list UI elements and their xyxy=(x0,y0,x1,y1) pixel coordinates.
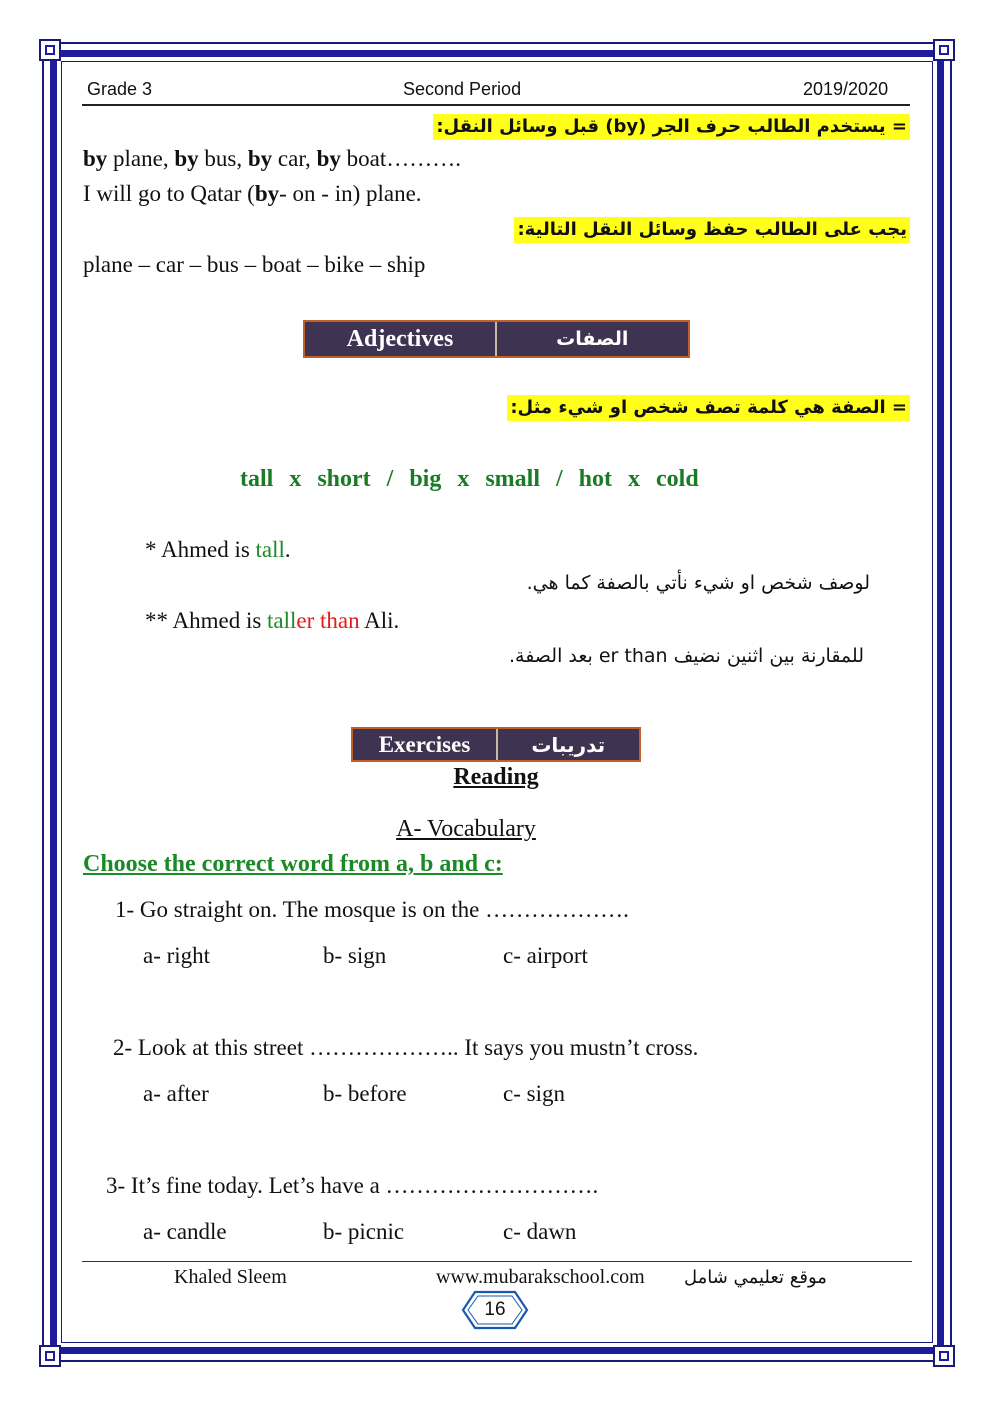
adjectives-title-en: Adjectives xyxy=(346,325,454,352)
corner-ornament xyxy=(39,1345,61,1367)
by-word: by xyxy=(254,181,280,206)
exercise-instruction: Choose the correct word from a, b and c: xyxy=(83,851,503,877)
by-examples xyxy=(83,146,461,172)
q3-option-b: b- picnic xyxy=(323,1219,405,1244)
exercises-title-box xyxy=(351,727,641,762)
footer-author: Khaled Sleem xyxy=(174,1266,287,1288)
reading-heading xyxy=(0,764,992,791)
sentence-part: I will go to Qatar ( xyxy=(83,181,255,206)
corner-ornament xyxy=(933,39,955,61)
q1-option-b: b- sign xyxy=(323,943,387,968)
header-grade: Grade 3 xyxy=(87,79,153,99)
transport-list: plane – car – bus – boat – bike – ship xyxy=(83,252,426,277)
adjectives-title-ar: الصفات xyxy=(556,328,629,350)
example-word: bus, xyxy=(198,146,248,171)
sentence-part: . xyxy=(284,537,291,562)
sentence-part: * Ahmed is xyxy=(145,537,256,562)
sentence-part: - on - in) plane. xyxy=(279,181,422,206)
q1-option-a: a- right xyxy=(143,943,211,968)
adjectives-title-box xyxy=(303,320,690,358)
reading-heading-text: Reading xyxy=(453,764,539,790)
by-word: by xyxy=(247,146,273,171)
q3-option-c: c- dawn xyxy=(503,1219,577,1244)
by-sentence xyxy=(83,181,422,207)
vocabulary-heading xyxy=(0,816,932,843)
adjective-note-2: للمقارنة بين اثنين نضيف er than بعد الصفة. xyxy=(508,645,864,667)
q1-option-c: c- airport xyxy=(503,943,588,968)
by-word: by xyxy=(316,146,341,171)
adjective-word: tall xyxy=(267,608,297,633)
by-word: by xyxy=(83,146,108,171)
question-2: 2- Look at this street ……………….. It says you mustn’t cross. xyxy=(113,1035,699,1060)
comparative-suffix: er than xyxy=(296,608,360,633)
vocabulary-heading-text: A- Vocabulary xyxy=(396,816,536,842)
corner-ornament xyxy=(39,39,61,61)
adjective-word: tall xyxy=(255,537,285,562)
corner-ornament xyxy=(933,1345,955,1367)
header-period: Second Period xyxy=(403,79,522,99)
by-word: by xyxy=(174,146,199,171)
q2-option-c: c- sign xyxy=(503,1081,565,1106)
example-word: car, xyxy=(272,146,317,171)
q2-option-b: b- before xyxy=(323,1081,407,1106)
q2-option-a: a- after xyxy=(143,1081,209,1106)
header-year: 2019/2020 xyxy=(803,79,889,99)
adjective-note-1: لوصف شخص او شيء نأتي بالصفة كما هي. xyxy=(526,572,870,594)
adjective-example-2 xyxy=(145,608,399,634)
adjective-definition-arabic: = الصفة هي كلمة تصف شخص او شيء مثل: xyxy=(507,395,910,421)
example-word: boat………. xyxy=(340,146,461,171)
memorize-arabic: يجب على الطالب حفظ وسائل النقل التالية: xyxy=(514,217,910,243)
question-3: 3- It’s fine today. Let’s have a ………………………. xyxy=(106,1173,599,1198)
sentence-part: Ali. xyxy=(359,608,400,633)
exercises-title-en: Exercises xyxy=(378,731,471,757)
footer-divider xyxy=(82,1261,912,1262)
q3-option-a: a- candle xyxy=(143,1219,227,1244)
page-number-badge xyxy=(461,1290,529,1330)
page-number: 16 xyxy=(484,1299,506,1320)
footer-website[interactable]: www.mubarakschool.com xyxy=(436,1266,645,1288)
footer-site-arabic: موقع تعليمي شامل xyxy=(684,1267,827,1288)
question-1: 1- Go straight on. The mosque is on the ………………. xyxy=(115,897,629,922)
by-rule-arabic: = يستخدم الطالب حرف الجر (by) قبل وسائل النقل: xyxy=(433,114,910,140)
sentence-part: ** Ahmed is xyxy=(145,608,268,633)
example-word: plane, xyxy=(107,146,175,171)
adjective-example-1 xyxy=(145,537,291,563)
header-divider xyxy=(82,104,910,106)
adjective-pairs: tall x short / big x small / hot x cold xyxy=(240,466,699,492)
exercises-title-ar: تدريبات xyxy=(531,732,606,757)
